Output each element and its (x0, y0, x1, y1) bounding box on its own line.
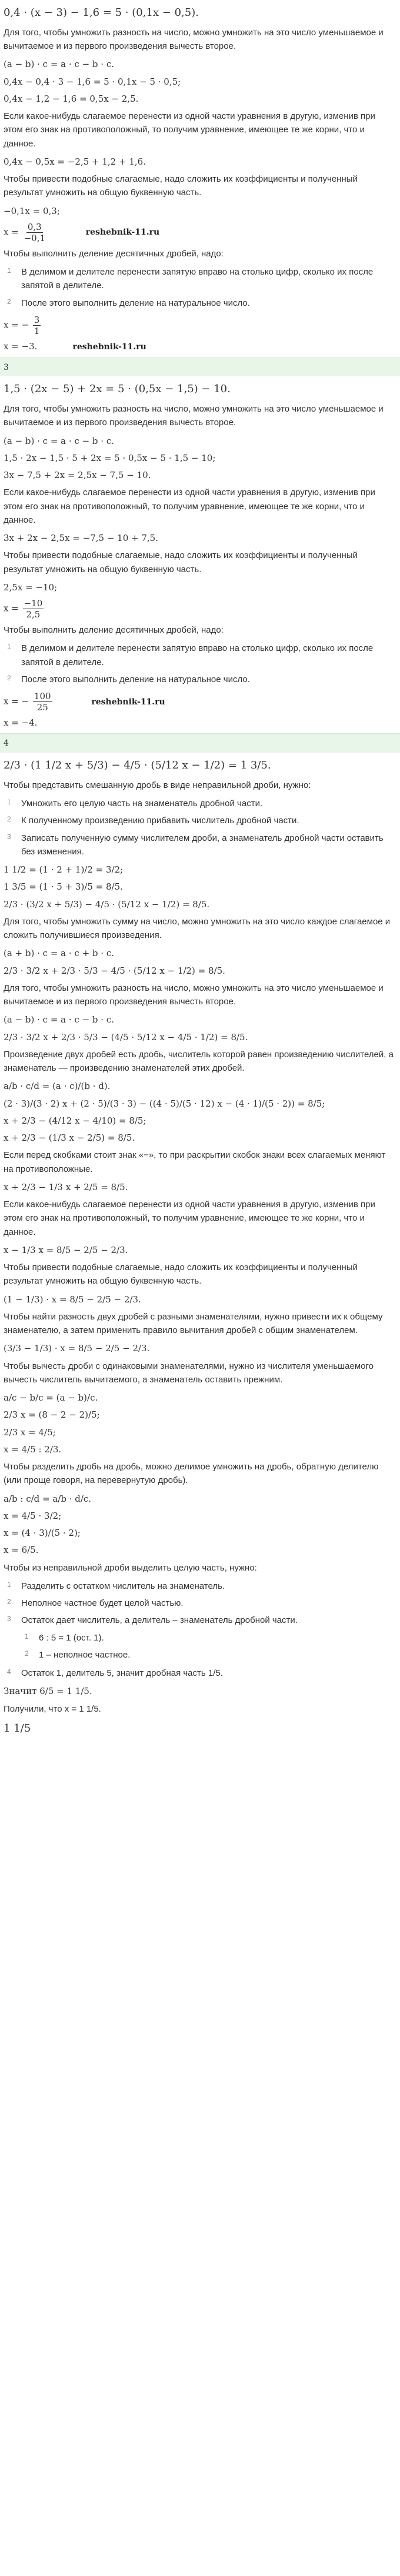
rule-text: Чтобы разделить дробь на дробь, можно делимое умножить на дробь, обратную делителю (или проще говоря, на перевернутую дробь). (4, 1462, 379, 1486)
steps-list (4, 797, 396, 858)
list-item: После этого выполнить деление на натуральное число. (21, 674, 250, 684)
math-line: 1 1/2 = (1 · 2 + 1)/2 = 3/2; (4, 864, 124, 876)
denominator: −0,1 (24, 232, 46, 243)
formula: a/b · c/d = (a · c)/(b · d). (4, 1081, 111, 1092)
rule-text: Если перед скобками стоит знак «−», то при раскрытии скобок знаки всех слагаемых меняют на противоположные. (4, 1150, 386, 1174)
formula: (a + b) · c = a · c + b · c. (4, 948, 114, 959)
math-line: 2/3 x = 4/5; (4, 1426, 56, 1438)
math-line: 2/3 · 3/2 x + 2/3 · 5/3 − 4/5 · (5/12 x − 1/2) = 8/5. (4, 965, 225, 976)
steps-list (4, 1579, 396, 1680)
math-line: x = 4/5 · 3/2; (4, 1510, 62, 1521)
math-line: 1 3/5 = (1 · 5 + 3)/5 = 8/5. (4, 881, 123, 893)
rule-text: Чтобы найти разность двух дробей с разными знаменателями, нужно привести их к общему знаменателю, а затем применить правило вычитания дробей с общим знаменателем. (4, 1311, 383, 1336)
list-item: Неполное частное будет целой частью. (21, 1598, 184, 1609)
math-line: 1,5 · 2x − 1,5 · 5 + 2x = 5 · 0,5x − 5 · 1,5 − 10; (4, 452, 216, 463)
rule-text: Произведение двух дробей есть дробь, числитель которой равен произведению числителей, а знаменатель — произведению знаменателей этих дробей. (4, 1049, 394, 1074)
rule-text: Для того, чтобы умножить разность на число, можно умножить на это число уменьшаемое и вычитаемое и из первого произведения вычесть второе. (4, 404, 384, 428)
denominator: 2,5 (26, 609, 41, 620)
math-line: 2,5x = −10; (4, 582, 58, 593)
rule-text: Чтобы выполнить деление десятичных дробей, надо: (4, 625, 224, 636)
answer-line: x = −4. (4, 717, 38, 729)
math-line: −0,1x = 0,3; (4, 205, 60, 216)
math-line (4, 340, 396, 354)
numerator: 3 (34, 314, 40, 325)
list-item: Записать полученную сумму числителем дроби, а знаменатель дробной части оставить без изменения. (21, 833, 384, 857)
math-line: x = (4 · 3)/(5 · 2); (4, 1528, 81, 1539)
list-item: После этого выполнить деление на натуральное число. (21, 298, 250, 308)
list-item-text: Остаток дает числитель, а делитель – знаменатель дробной части. (21, 1615, 298, 1626)
math-lhs: x = − (4, 696, 29, 707)
rule-text: Чтобы вычесть дроби с одинаковыми знаменателями, нужно из числителя уменьшаемого вычесть числитель вычитаемого, а знаменатель оставить прежним. (4, 1361, 374, 1385)
math-line: (2 · 3)/(3 · 2) x + (2 · 5)/(3 · 3) − ((4 · 5)/(5 · 12) x − (4 · 1)/(5 · 2)) = 8/5; (4, 1098, 325, 1109)
math-line: 2/3 · 3/2 x + 2/3 · 5/3 − (4/5 · 5/12 x − 4/5 · 1/2) = 8/5. (4, 1031, 248, 1043)
steps-list (4, 642, 396, 686)
math-lhs: x = (4, 226, 19, 238)
numerator: 100 (34, 691, 51, 702)
math-line: 2/3 x = (8 − 2 − 2)/5; (4, 1409, 100, 1421)
rule-text: Если какое-нибудь слагаемое перенести из одной части уравнения в другую, изменив при этом его знак на противоположный, то получим уравнение, имеющее те же корни, что и данное. (4, 1200, 375, 1237)
section-number: 4 (4, 739, 9, 749)
denominator: 1 (34, 325, 40, 336)
denominator: 25 (36, 702, 48, 713)
math-lhs: x = − (4, 319, 29, 330)
math-line (4, 315, 396, 336)
rule-text: Чтобы привести подобные слагаемые, надо сложить их коэффициенты и полученный результат умножить на общую буквенную часть. (4, 1262, 358, 1287)
math-line: 0,4x − 0,4 · 3 − 1,6 = 5 · 0,1x − 5 · 0,5; (4, 76, 181, 87)
math-lhs: x = (4, 603, 19, 614)
equation: 2/3 · (1 1/2 x + 5/3) − 4/5 · (5/12 x − 1/2) = 1 3/5. (4, 759, 271, 772)
rule-text: Для того, чтобы умножить разность на число, можно умножить на это число уменьшаемое и вычитаемое и из первого произведения вычесть второе. (4, 983, 384, 1007)
watermark: reshebnik-11.ru (85, 228, 160, 238)
equation: 0,4 · (x − 3) − 1,6 = 5 · (0,1x − 0,5). (4, 6, 199, 19)
watermark: reshebnik-11.ru (72, 342, 146, 352)
fraction (23, 598, 44, 620)
numerator: −10 (24, 598, 43, 609)
steps-sublist (21, 1631, 396, 1662)
math-line: x + 2/3 − (4/12 x − 4/10) = 8/5; (4, 1115, 146, 1126)
math-line: x = 4/5 : 2/3. (4, 1444, 62, 1455)
rule-text: Если какое-нибудь слагаемое перенести из одной части уравнения в другую, изменив при этом его знак на противоположный, то получим уравнение, имеющее те же корни, что и данное. (4, 487, 375, 525)
fraction (23, 222, 46, 243)
section-header (0, 358, 400, 377)
math-line: 3x + 2x − 2,5x = −7,5 − 10 + 7,5. (4, 533, 158, 544)
math-line: 2/3 · (3/2 x + 5/3) − 4/5 · (5/12 x − 1/2) = 8/5. (4, 898, 210, 910)
math-line: 3x − 7,5 + 2x = 2,5x − 7,5 − 10. (4, 470, 151, 481)
rule-text: Чтобы привести подобные слагаемые, надо сложить их коэффициенты и полученный результат умножить на общую буквенную часть. (4, 174, 358, 198)
rule-text: Чтобы выполнить деление десятичных дробей, надо: (4, 248, 224, 259)
list-item: В делимом и делителе перенести запятую вправо на столько цифр, сколько их после запятой в делителе. (21, 267, 374, 291)
math-line: (1 − 1/3) · x = 8/5 − 2/5 − 2/3. (4, 1294, 141, 1305)
math-line: 0,4x − 1,2 − 1,6 = 0,5x − 2,5. (4, 93, 139, 104)
math-line: 0,4x − 0,5x = −2,5 + 1,2 + 1,6. (4, 156, 146, 167)
list-item: 6 : 5 = 1 (ост. 1). (39, 1632, 104, 1643)
answer-line: x = −3. (4, 340, 38, 352)
math-line: x + 2/3 − (1/3 x − 2/5) = 8/5. (4, 1132, 135, 1144)
math-line (4, 598, 396, 620)
formula: (a − b) · c = a · c − b · c. (4, 59, 114, 70)
formula: (a − b) · c = a · c − b · c. (4, 1014, 114, 1025)
answer: 1 1/5 (4, 1722, 31, 1735)
list-item: К полученному произведению прибавить числитель дробной части. (21, 816, 299, 826)
formula: (a − b) · c = a · c − b · c. (4, 435, 114, 446)
equation: 1,5 · (2x − 5) + 2x = 5 · (0,5x − 1,5) − 10. (4, 383, 231, 396)
math-line (4, 222, 396, 243)
math-line: x − 1/3 x = 8/5 − 2/5 − 2/3. (4, 1244, 128, 1255)
rule-text: Чтобы привести подобные слагаемые, надо сложить их коэффициенты и полученный результат умножить на общую буквенную часть. (4, 550, 358, 574)
steps-list (4, 265, 396, 310)
rule-text: Для того, чтобы умножить разность на число, можно умножить на это число уменьшаемое и вычитаемое и из первого произведения вычесть второе. (4, 27, 384, 52)
formula: a/b : c/d = a/b · d/c. (4, 1493, 92, 1504)
math-line: x = 6/5. (4, 1545, 39, 1556)
math-line (4, 691, 396, 713)
result-text: Получили, что x = 1 1/5. (4, 1703, 101, 1714)
rule-text: Чтобы представить смешанную дробь в виде неправильной дроби, нужно: (4, 780, 311, 790)
list-item: Умножить его целую часть на знаменатель дробной части. (21, 798, 263, 809)
rule-text: Если какое-нибудь слагаемое перенести из одной части уравнения в другую, изменив при этом его знак на противоположный, то получим уравнение, имеющее те же корни, что и данное. (4, 111, 375, 149)
section-number: 3 (4, 362, 9, 372)
list-item: 1 – неполное частное. (39, 1649, 131, 1660)
list-item (14, 1613, 396, 1662)
list-item: Остаток 1, делитель 5, значит дробная часть 1/5. (21, 1668, 223, 1679)
math-line: Значит 6/5 = 1 1/5. (4, 1686, 92, 1697)
rule-text: Чтобы из неправильной дроби выделить целую часть, нужно: (4, 1562, 257, 1573)
watermark: reshebnik-11.ru (91, 697, 165, 707)
numerator: 0,3 (27, 221, 42, 232)
rule-text: Для того, чтобы умножить сумму на число, можно умножить на это число каждое слагаемое и сложить получившиеся произведения. (4, 916, 391, 941)
formula: a/c − b/c = (a − b)/c. (4, 1392, 98, 1404)
fraction (33, 691, 52, 713)
math-line: (3/3 − 1/3) · x = 8/5 − 2/5 − 2/3. (4, 1343, 150, 1354)
fraction (33, 315, 41, 336)
math-line: x + 2/3 − 1/3 x + 2/5 = 8/5. (4, 1181, 128, 1192)
list-item: В делимом и делителе перенести запятую вправо на столько цифр, сколько их после запятой в делителе. (21, 643, 374, 667)
list-item: Разделить с остатком числитель на знаменатель. (21, 1581, 225, 1591)
section-header (0, 733, 400, 753)
